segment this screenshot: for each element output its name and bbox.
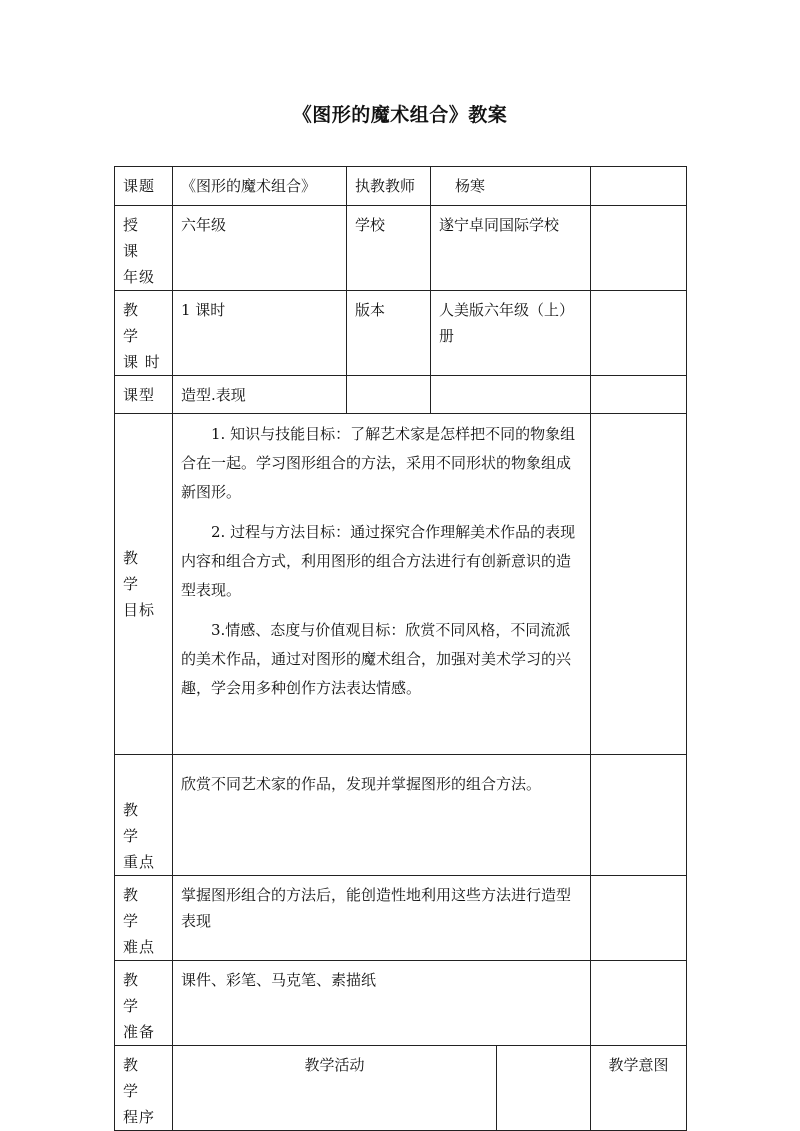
activity-header: 教学活动	[173, 1046, 497, 1131]
row-objectives	[115, 414, 687, 755]
grade-label-line2: 年级	[123, 268, 156, 286]
objective-item: 3.情感、态度与价值观目标：欣赏不同风格，不同流派的美术作品，通过对图形的魔术组合，加强对美术学习的兴趣，学会用多种创作方法表达情感。	[181, 621, 572, 697]
type-value: 造型.表现	[173, 376, 347, 414]
row-preparation	[115, 961, 687, 1046]
hours-label-line1: 教 学	[123, 301, 156, 345]
objectives-blank-cell	[591, 414, 687, 755]
row-hours	[115, 291, 687, 376]
intent-header: 教学意图	[591, 1046, 687, 1131]
hours-label	[115, 291, 173, 376]
grade-label-line1: 授 课	[123, 216, 156, 260]
procedure-label-line1: 教 学	[123, 1056, 156, 1100]
school-label: 学校	[347, 206, 431, 291]
difficulties-label-line2: 难点	[123, 938, 156, 956]
edition-value-line1: 人美版六年级（上）	[439, 301, 575, 319]
hours-value: 1 课时	[173, 291, 347, 376]
preparation-value: 课件、彩笔、马克笔、素描纸	[173, 961, 591, 1046]
teacher-value: 杨寒	[431, 167, 591, 206]
objectives-label-line1: 教 学	[123, 549, 156, 593]
row-grade	[115, 206, 687, 291]
objectives-label-line2: 目标	[123, 601, 156, 619]
key-points-blank-cell	[591, 755, 687, 876]
topic-blank-cell	[591, 167, 687, 206]
preparation-blank-cell	[591, 961, 687, 1046]
lesson-plan-table	[114, 166, 687, 1131]
teacher-label: 执教教师	[347, 167, 431, 206]
grade-value: 六年级	[173, 206, 347, 291]
school-value: 遂宁卓同国际学校	[431, 206, 591, 291]
objective-item: 1. 知识与技能目标：了解艺术家是怎样把不同的物象组合在一起。学习图形组合的方法，采用不同形状的物象组成新图形。	[181, 425, 576, 501]
key-points-label	[115, 755, 173, 876]
edition-value	[431, 291, 591, 376]
edition-label: 版本	[347, 291, 431, 376]
edition-value-line2: 册	[439, 327, 455, 345]
row-key-points	[115, 755, 687, 876]
grade-label	[115, 206, 173, 291]
objective-item: 2. 过程与方法目标：通过探究合作理解美术作品的表现内容和组合方式，利用图形的组合方法进行有创新意识的造型表现。	[181, 523, 576, 599]
procedure-label	[115, 1046, 173, 1131]
type-blank-cell-3	[591, 376, 687, 414]
procedure-blank-cell	[497, 1046, 591, 1131]
topic-label: 课题	[115, 167, 173, 206]
key-points-label-line2: 重点	[123, 853, 156, 871]
type-label: 课型	[115, 376, 173, 414]
difficulties-blank-cell	[591, 876, 687, 961]
key-points-label-line1: 教 学	[123, 801, 156, 845]
row-difficulties	[115, 876, 687, 961]
objectives-content	[173, 414, 591, 755]
row-procedure	[115, 1046, 687, 1131]
hours-blank-cell	[591, 291, 687, 376]
row-topic	[115, 167, 687, 206]
grade-blank-cell	[591, 206, 687, 291]
type-blank-cell-1	[347, 376, 431, 414]
difficulties-value: 掌握图形组合的方法后，能创造性地利用这些方法进行造型表现	[173, 876, 591, 961]
preparation-label-line2: 准备	[123, 1023, 156, 1041]
preparation-label-line1: 教 学	[123, 971, 156, 1015]
key-points-value: 欣赏不同艺术家的作品，发现并掌握图形的组合方法。	[173, 755, 591, 876]
topic-value: 《图形的魔术组合》	[173, 167, 347, 206]
page-title: 《图形的魔术组合》教案	[292, 104, 508, 126]
objectives-label	[115, 414, 173, 755]
hours-label-line2: 课 时	[123, 353, 161, 371]
row-type	[115, 376, 687, 414]
type-blank-cell-2	[431, 376, 591, 414]
difficulties-label	[115, 876, 173, 961]
difficulties-label-line1: 教 学	[123, 886, 156, 930]
preparation-label	[115, 961, 173, 1046]
procedure-label-line2: 程序	[123, 1108, 156, 1126]
